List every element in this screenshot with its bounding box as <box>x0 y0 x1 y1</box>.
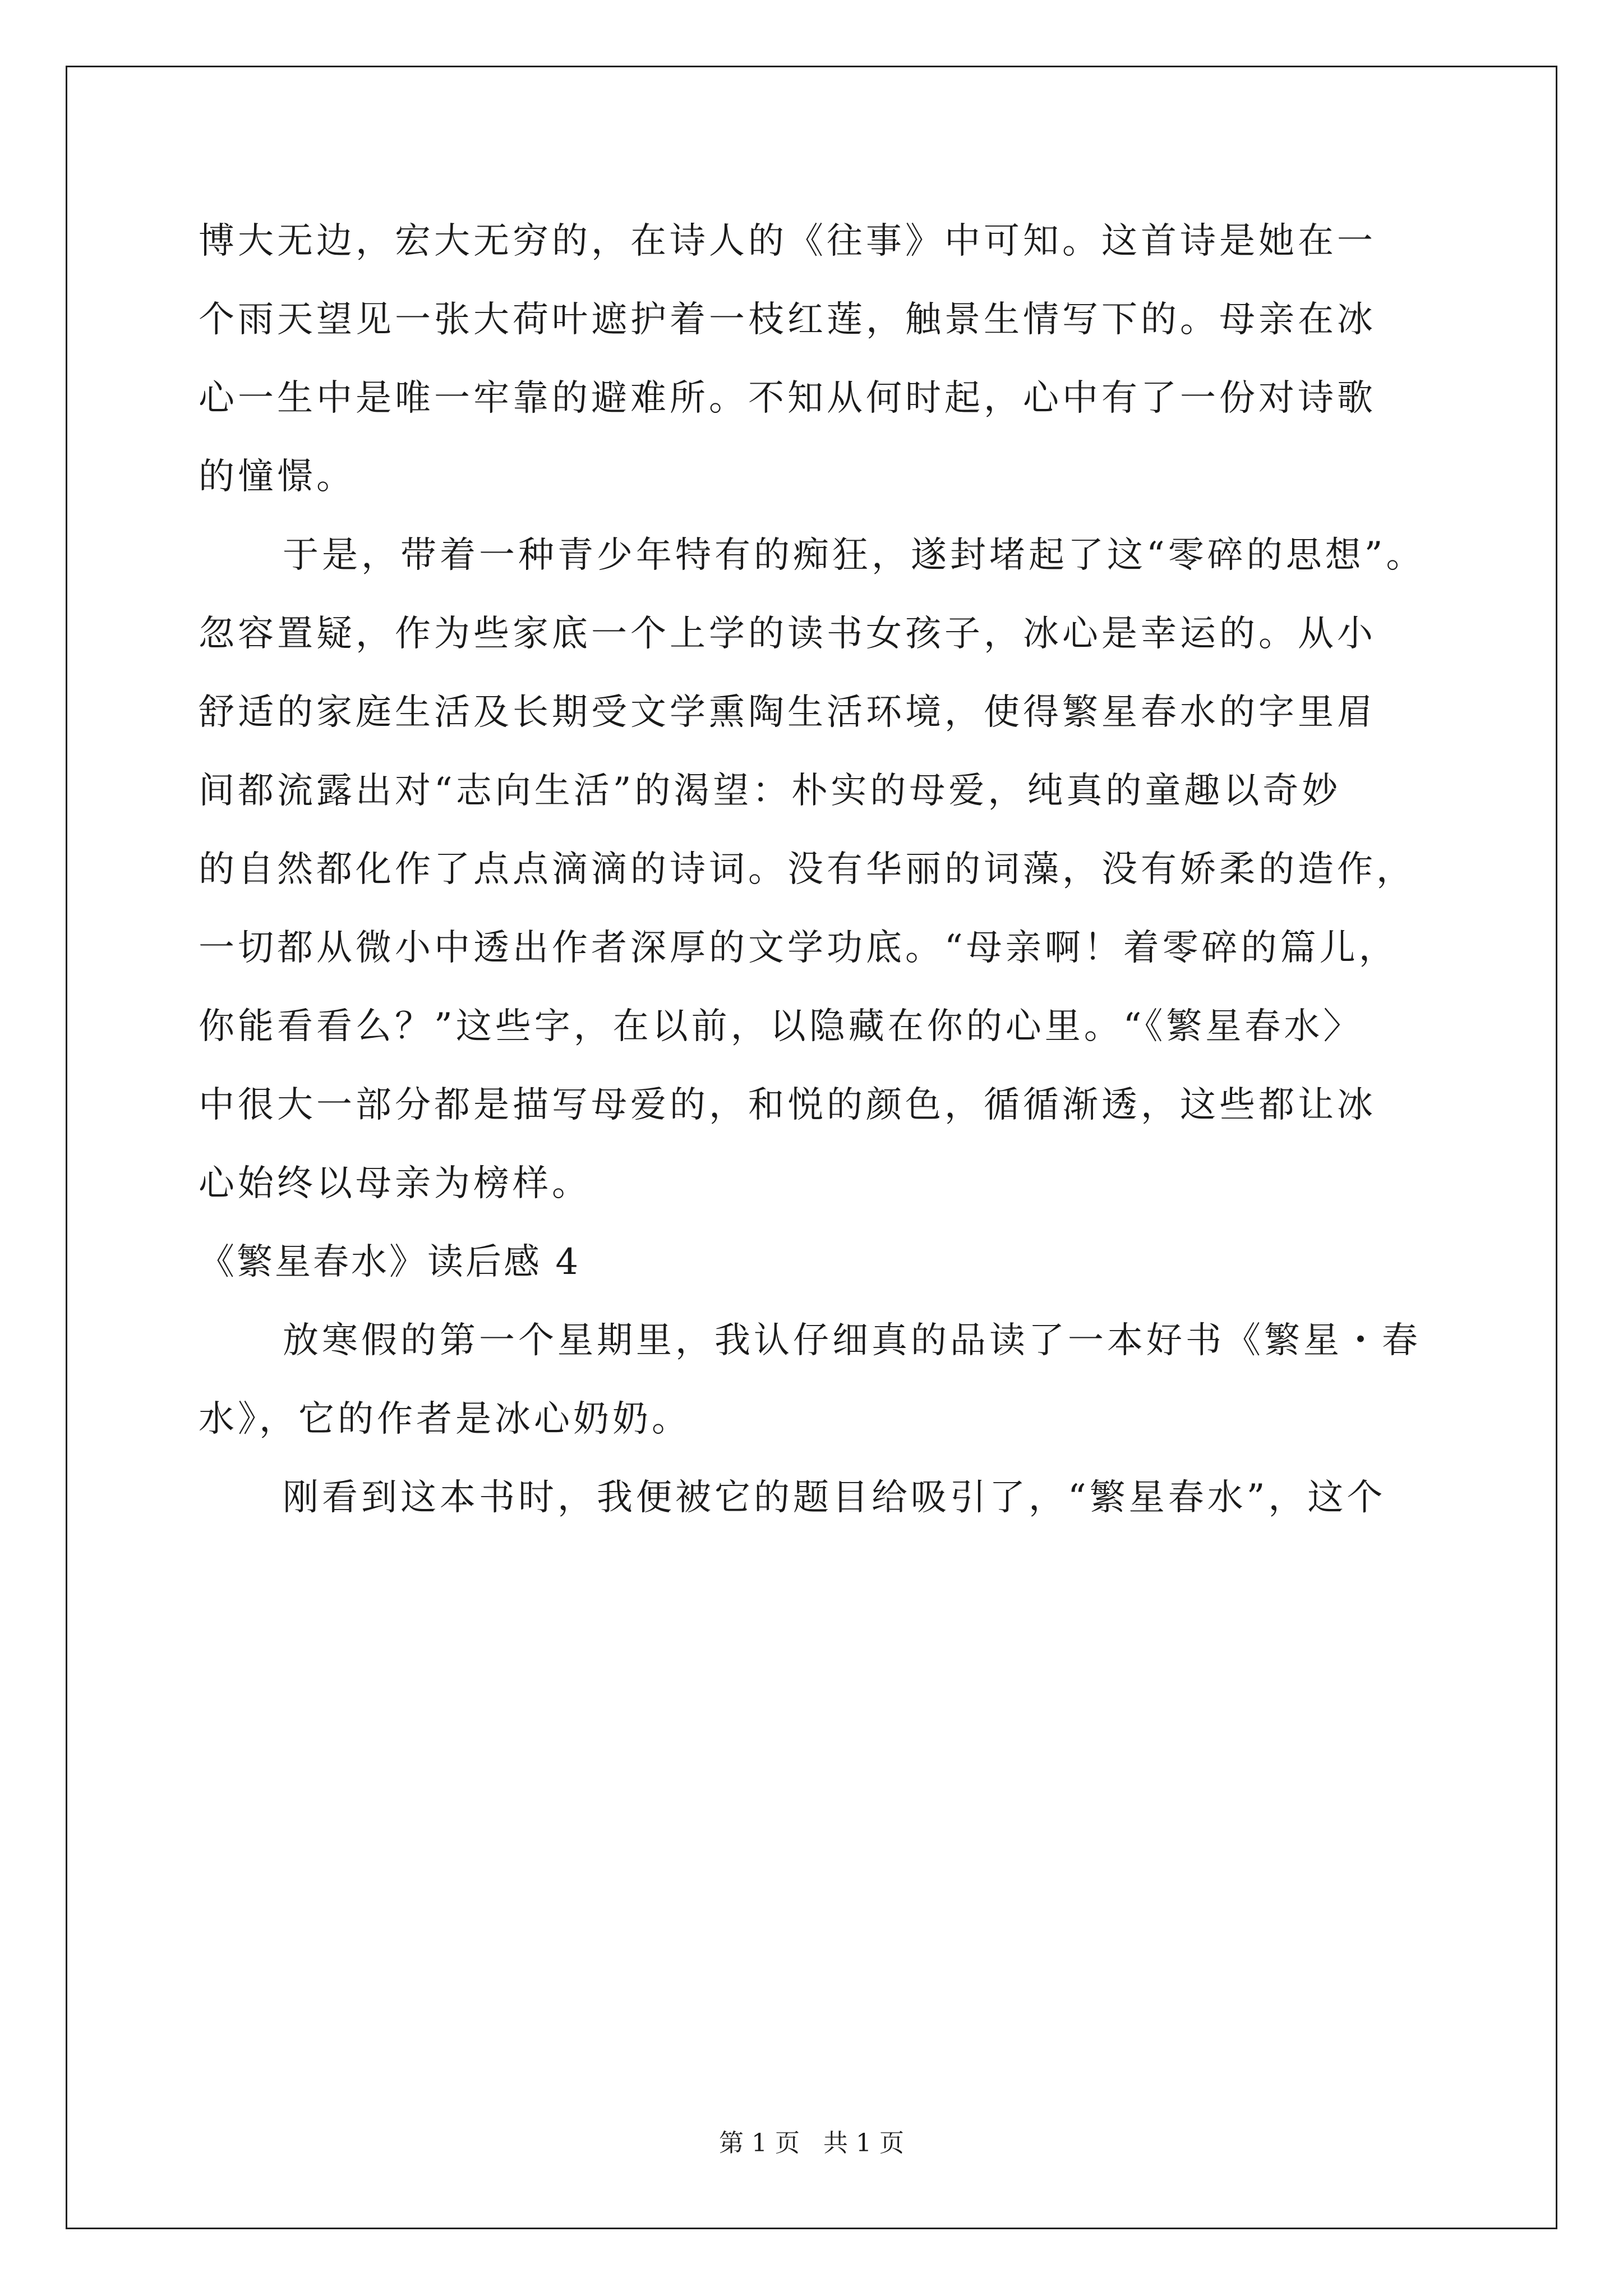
text-line: 放寒假的第一个星期里，我认仔细真的品读了一本好书《繁星・春 <box>283 1320 1421 1361</box>
text-line: 的自然都化作了点点滴滴的诗词。没有华丽的词藻，没有娇柔的造作， <box>199 849 1415 890</box>
text-line: 心始终以母亲为榜样。 <box>199 1163 591 1204</box>
text-line: 的憧憬。 <box>199 456 356 498</box>
text-line: 个雨天望见一张大荷叶遮护着一枝红莲，触景生情写下的。母亲在冰 <box>199 299 1376 341</box>
text-line: 间都流露出对“志向生活”的渴望：朴实的母爱，纯真的童趣以奇妙 <box>199 770 1341 812</box>
text-line: 一切都从微小中透出作者深厚的文学功底。“母亲啊！着零碎的篇儿， <box>199 927 1398 969</box>
text-line: 你能看看么？”这些字，在以前，以隐藏在你的心里。“《繁星春水〉 <box>199 1006 1363 1047</box>
text-line: 中很大一部分都是描写母爱的，和悦的颜色，循循渐透，这些都让冰 <box>199 1084 1376 1126</box>
text-line: 博大无边，宏大无穷的，在诗人的《往事》中可知。这首诗是她在一 <box>199 220 1376 262</box>
text-line: 心一生中是唯一牢靠的避难所。不知从何时起，心中有了一份对诗歌 <box>199 378 1376 419</box>
text-line: 舒适的家庭生活及长期受文学熏陶生活环境，使得繁星春水的字里眉 <box>199 692 1376 733</box>
text-line: 于是，带着一种青少年特有的痴狂，遂封堵起了这“零碎的思想”。 <box>283 535 1426 576</box>
text-line: 刚看到这本书时，我便被它的题目给吸引了，“繁星春水”，这个 <box>283 1477 1386 1519</box>
page-footer: 第 1 页 共 1 页 <box>719 2129 904 2157</box>
text-line: 水》，它的作者是冰心奶奶。 <box>199 1398 691 1440</box>
section-heading: 《繁星春水》读后感 4 <box>199 1241 581 1283</box>
text-line: 忽容置疑，作为些家底一个上学的读书女孩子，冰心是幸运的。从小 <box>199 613 1376 655</box>
